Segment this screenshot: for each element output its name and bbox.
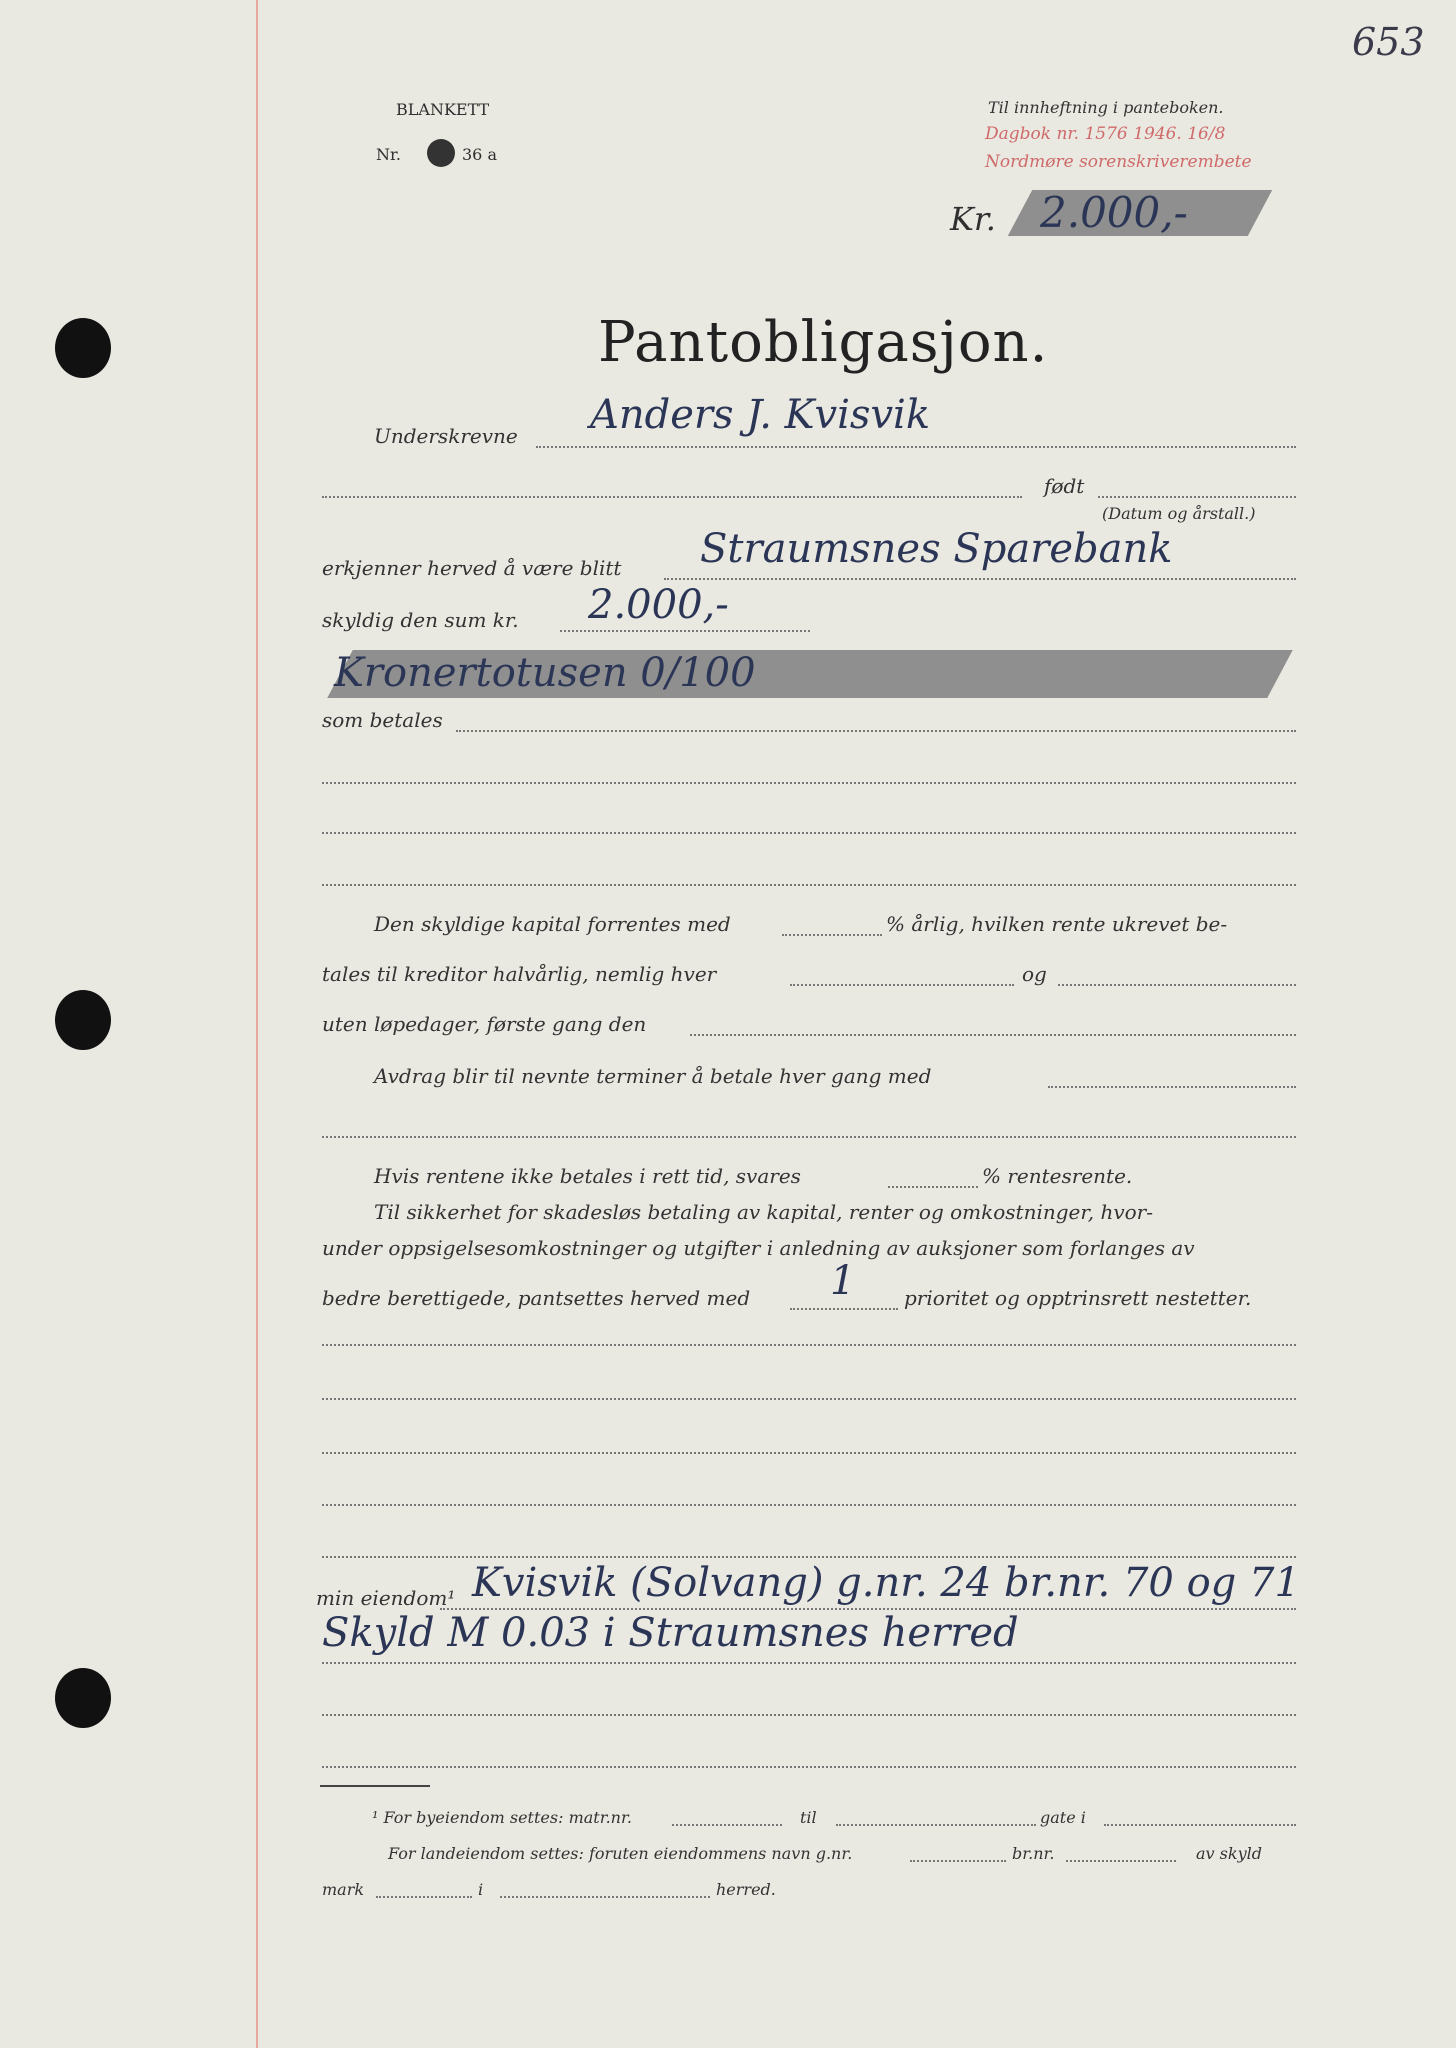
datum-note: (Datum og årstall.) [1102,504,1256,523]
footnote-rule [320,1785,430,1787]
stamp-office: Nordmøre sorenskriverembete [985,152,1252,172]
dotted-line [560,630,810,632]
dotted-line [322,1136,1296,1138]
creditor-name: Straumsnes Sparebank [700,526,1173,572]
footnote-1c: gate i [1040,1808,1086,1827]
nr-label: Nr. [376,145,401,164]
fodt-label: født [1044,474,1085,498]
dotted-line [1066,1860,1176,1862]
dotted-line [790,984,1014,986]
dotted-line [322,496,1022,498]
sum-value: 2.000,- [588,582,729,628]
footnote-3c: herred. [716,1880,776,1899]
eiendom-label: min eiendom¹ [316,1586,456,1610]
rente-line2b: og [1022,962,1047,986]
sikkerhet-line2: under oppsigelsesomkostninger og utgifter i anledning av auksjoner som forlanges av [322,1236,1195,1260]
footnote-2c: av skyld [1196,1844,1262,1863]
skyldig-label: skyldig den sum kr. [322,608,519,632]
footnote-2b: br.nr. [1012,1844,1055,1863]
dotted-line [1104,1824,1296,1826]
dotted-line [690,1034,1296,1036]
margin-line [256,0,258,2048]
dotted-line [322,1662,1296,1664]
dotted-line [322,884,1296,886]
eiendom-value-2: Skyld M 0.03 i Straumsnes herred [322,1610,1019,1656]
dotted-line [322,1344,1296,1346]
dotted-line [322,782,1296,784]
kr-label: Kr. [950,200,996,238]
punch-hole [55,318,111,378]
dotted-line [322,1556,1296,1558]
sum-words: Kronertotusen 0/100 [334,650,756,696]
blankett-label: BLANKETT [396,100,490,119]
seal-icon [427,139,455,167]
sikkerhet-line3b: prioritet og opptrinsrett nestetter. [904,1286,1252,1310]
dotted-line [1098,496,1296,498]
dotted-line [322,1452,1296,1454]
dotted-line [790,1308,898,1310]
dotted-line [836,1824,1036,1826]
dotted-line [536,446,1296,448]
footnote-3a: mark [322,1880,365,1899]
rente-line3: uten løpedager, første gang den [322,1012,647,1036]
footnote-1a: ¹ For byeiendom settes: matr.nr. [372,1808,632,1827]
dotted-line [322,832,1296,834]
debtor-name: Anders J. Kvisvik [590,392,931,438]
dotted-line [322,1398,1296,1400]
sikkerhet-line3a: bedre berettigede, pantsettes herved med [322,1286,751,1310]
dotted-line [1058,984,1296,986]
rente-line2a: tales til kreditor halvårlig, nemlig hver [322,962,717,986]
hvis-text-a: Hvis rentene ikke betales i rett tid, svares [374,1164,801,1188]
dotted-line [322,1766,1296,1768]
dotted-line [664,578,1296,580]
betales-label: som betales [322,708,443,732]
top-right-note: Til innheftning i panteboken. [988,98,1224,117]
dotted-line [500,1896,710,1898]
eiendom-value-1: Kvisvik (Solvang) g.nr. 24 br.nr. 70 og 71 [472,1560,1300,1606]
rente-line1a: Den skyldige kapital forrentes med [374,912,731,936]
dotted-line [1048,1086,1296,1088]
erkjenner-label: erkjenner herved å være blitt [322,556,622,580]
avdrag-text: Avdrag blir til nevnte terminer å betale hver gang med [374,1064,932,1088]
sikkerhet-line1: Til sikkerhet for skadesløs betaling av kapital, renter og omkostninger, hvor- [374,1200,1154,1224]
dotted-line [782,934,882,936]
underskrevne-label: Underskrevne [374,424,518,448]
page-number: 653 [1352,20,1425,64]
dotted-line [322,1504,1296,1506]
punch-hole [55,1668,111,1728]
dotted-line [456,730,1296,732]
footnote-3b: i [478,1880,484,1899]
footnote-2a: For landeiendom settes: foruten eiendommens navn g.nr. [388,1844,853,1863]
dotted-line [672,1824,782,1826]
dotted-line [888,1186,978,1188]
dotted-line [910,1860,1006,1862]
hvis-text-b: % rentesrente. [982,1164,1133,1188]
dotted-line [376,1896,472,1898]
dotted-line [322,1714,1296,1716]
prioritet-value: 1 [830,1258,856,1304]
nr-value: 36 a [462,145,497,164]
stamp-journal: Dagbok nr. 1576 1946. 16/8 [985,124,1226,144]
document-title: Pantobligasjon. [598,310,1049,375]
footnote-1b: til [800,1808,817,1827]
punch-hole [55,990,111,1050]
kr-amount: 2.000,- [1040,188,1188,237]
rente-line1b: % årlig, hvilken rente ukrevet be- [886,912,1228,936]
